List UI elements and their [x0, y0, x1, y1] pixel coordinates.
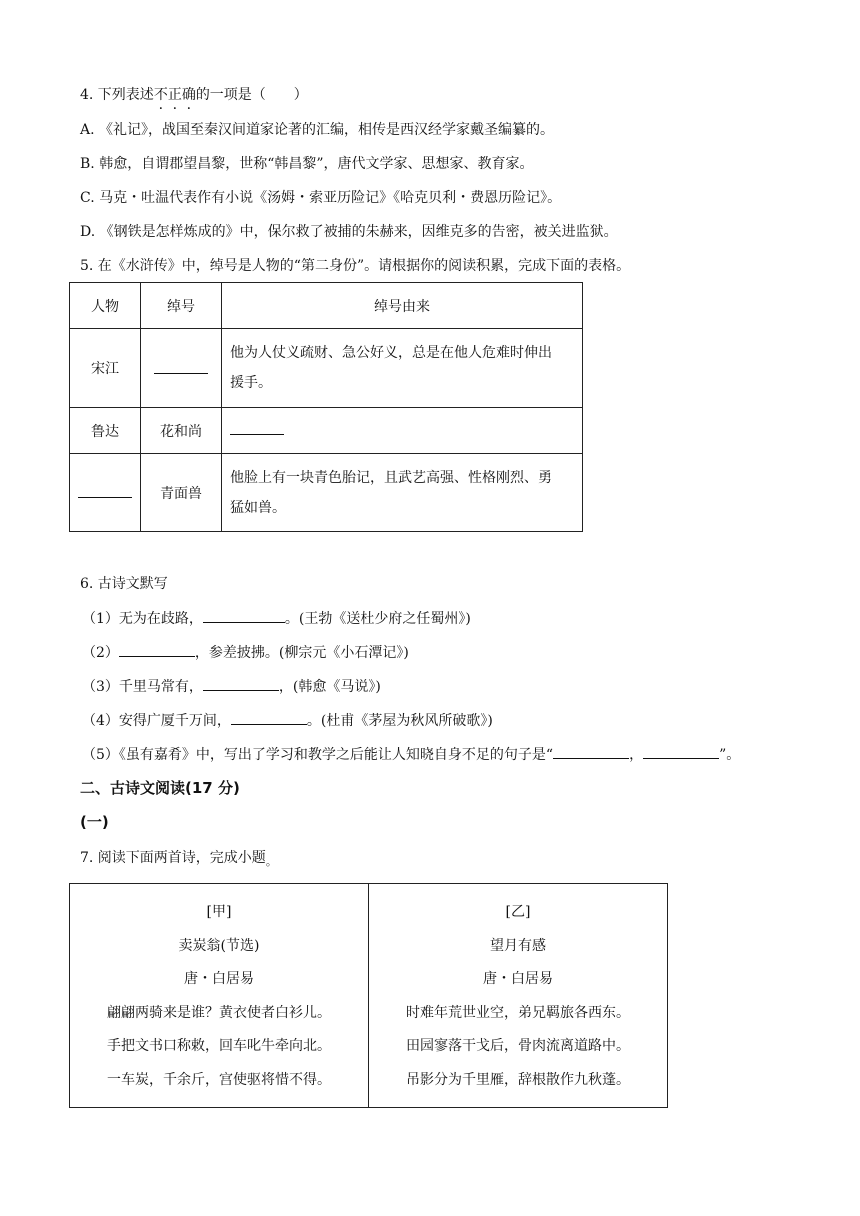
nickname-table — [69, 282, 583, 532]
q6-item-2: （2） ，参差披拂。(柳宗元《小石潭记》) — [82, 642, 409, 663]
q4-option-b: B. 韩愈，自谓郡望昌黎，世称“韩昌黎”，唐代文学家、思想家、教育家。 — [80, 156, 534, 172]
origin-cell: 他为人仗义疏财、急公好义，总是在他人危难时伸出 援手。 — [222, 329, 583, 408]
q6-title: 6. 古诗文默写 — [80, 576, 168, 592]
subsection-heading: (一) — [80, 813, 109, 831]
fill-blank[interactable] — [203, 676, 279, 691]
poem-line: 手把文书口称敕，回车叱牛牵向北。 — [107, 1038, 331, 1054]
fill-blank[interactable] — [119, 642, 195, 657]
fill-blank[interactable] — [230, 420, 284, 435]
q4-option-c: C. 马克・吐温代表作有小说《汤姆・索亚历险记》《哈克贝利・费恩历险记》。 — [80, 190, 562, 206]
fill-blank[interactable] — [231, 710, 307, 725]
section-heading: 二、古诗文阅读(17 分) — [80, 779, 240, 797]
header-nickname: 绰号 — [141, 283, 222, 329]
fill-blank[interactable] — [643, 744, 719, 759]
person-cell: 鲁达 — [70, 408, 141, 454]
fill-blank[interactable] — [553, 744, 629, 759]
table-row — [70, 454, 583, 532]
table-row — [70, 329, 583, 408]
q6-item-1: （1）无为在歧路， 。(王勃《送杜少府之任蜀州》) — [82, 608, 471, 629]
nickname-blank-cell — [141, 329, 222, 408]
q4-stem: 4. 下列表述不正确的一项是（ ） — [80, 87, 308, 103]
nickname-cell: 花和尚 — [141, 408, 222, 454]
person-cell: 宋江 — [70, 329, 141, 408]
q6-item-3: （3）千里马常有， ，(韩愈《马说》) — [82, 676, 381, 697]
poem-line: 吊影分为千里雁，辞根散作九秋蓬。 — [406, 1071, 630, 1088]
poem-b — [369, 884, 668, 1108]
header-person: 人物 — [70, 283, 141, 329]
fill-blank[interactable] — [154, 359, 208, 374]
fill-blank[interactable] — [78, 483, 132, 498]
poem-a-label: [甲] — [206, 904, 232, 920]
poem-line: 翩翩两骑来是谁？黄衣使者白衫儿。 — [107, 1004, 331, 1021]
header-origin: 绰号由来 — [222, 283, 583, 329]
poem-b-author: 唐・白居易 — [483, 971, 553, 987]
poem-line: 一车炭，千余斤，宫使驱将惜不得。 — [107, 1071, 331, 1088]
table-row — [70, 408, 583, 454]
poem-a — [70, 884, 369, 1108]
q4-option-a: A. 《礼记》，战国至秦汉间道家论著的汇编，相传是西汉经学家戴圣编纂的。 — [80, 122, 555, 138]
poem-b-label: [乙] — [505, 904, 531, 920]
nickname-cell: 青面兽 — [141, 454, 222, 532]
person-blank-cell — [70, 454, 141, 532]
poem-line: 时难年荒世业空，弟兄羁旅各西东。 — [406, 1004, 630, 1021]
poem-line: 田园寥落干戈后，骨肉流离道路中。 — [406, 1038, 630, 1054]
q7-stem: 7. 阅读下面两首诗，完成小题$_。$ — [80, 850, 277, 868]
poems-table — [69, 883, 668, 1108]
origin-blank-cell — [222, 408, 583, 454]
q6-item-5: （5）《虽有嘉肴》中，写出了学习和教学之后能让人知晓自身不足的句子是“ ， ”。 — [82, 744, 740, 765]
fill-blank[interactable] — [203, 608, 285, 623]
q6-item-4: （4）安得广厦千万间， 。(杜甫《茅屋为秋风所破歌》) — [82, 710, 493, 731]
poem-b-title: 望月有感 — [490, 937, 546, 954]
origin-cell: 他脸上有一块青色胎记，且武艺高强、性格刚烈、勇 猛如兽。 — [222, 454, 583, 532]
q5-stem: 5. 在《水浒传》中，绰号是人物的“第二身份”。请根据你的阅读积累，完成下面的表格。 — [80, 258, 631, 274]
q4-option-d: D. 《钢铁是怎样炼成的》中，保尔救了被捕的朱赫来，因维克多的告密，被关进监狱。 — [80, 224, 618, 240]
poem-a-author: 唐・白居易 — [184, 971, 254, 987]
poem-a-title: 卖炭翁(节选) — [178, 937, 260, 954]
